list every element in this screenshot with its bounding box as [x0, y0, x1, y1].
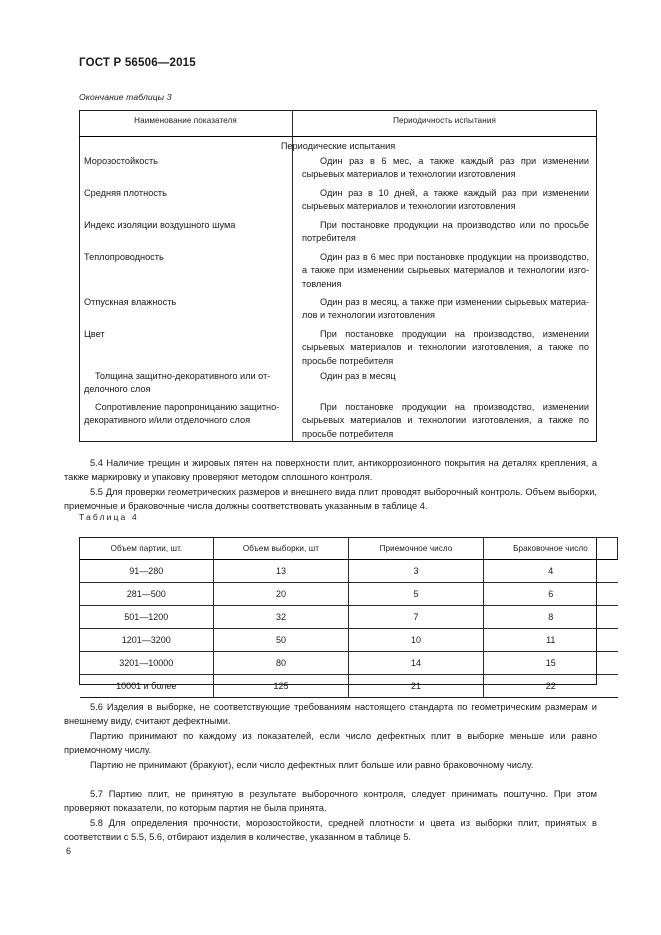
table-3-row-1-name: Средняя плотность: [84, 188, 167, 198]
table-3-header-rule: [79, 136, 597, 137]
table-3-row-7-periodicity: При постановке продукции на производство, изменении сырьевых материалов и технологии изготовления, а также по просьбе потребителя: [302, 402, 589, 439]
table-4-cell-5-0: 10001 и более: [80, 675, 214, 698]
table-4-cell-3-1: 50: [214, 629, 349, 652]
paragraph-5-6-accept: Партию принимают по каждому из показателей, если число дефектных плит в выборке меньше или равно приемочному числу.: [64, 731, 597, 756]
table-4-cell-2-1: 32: [214, 606, 349, 629]
paragraph-5-5: 5.5 Для проверки геометрических размеров и внешнего вида плит проводят выборочный контроль. Объем выборки, приемочные и браковочные числа должны соответствовать указанным в таблице 4.: [64, 487, 597, 512]
table-4-header-row: [80, 538, 618, 560]
table-4-cell-1-2: 5: [349, 583, 484, 606]
table-4-cell-4-2: 14: [349, 652, 484, 675]
table-row: [80, 606, 618, 629]
paragraph-5-4: 5.4 Наличие трещин и жировых пятен на поверхности плит, антикоррозионного покрытия на деталях крепления, а также маркировку и упаковку проверяют методом сплошного контроля.: [64, 458, 597, 483]
table-4-cell-1-1: 20: [214, 583, 349, 606]
table-4-cell-3-2: 10: [349, 629, 484, 652]
table-4-cell-1-3: 6: [484, 583, 618, 606]
table-4-cell-4-3: 15: [484, 652, 618, 675]
table-3-row-1-periodicity: Один раз в 10 дней, а также каждый раз при изменении сырьевых материалов и технологии изготовления: [302, 188, 589, 212]
paragraph-5-6-reject: Партию не принимают (бракуют), если число дефектных плит больше или равно браковочному числу.: [90, 760, 534, 770]
table-4-header-reject-number: Браковочное число: [484, 538, 618, 560]
running-head: ГОСТ Р 56506—2015: [79, 57, 196, 69]
table-3-row-5-name: Цвет: [84, 329, 105, 339]
table-3-header-name: Наименование показателя: [134, 116, 237, 125]
table-3-row-6-periodicity: Один раз в месяц: [320, 371, 396, 381]
table-row: [80, 560, 618, 583]
table-4-cell-5-2: 21: [349, 675, 484, 698]
table-3-row-0-periodicity: Один раз в 6 мес, а также каждый раз при изменении сырьевых материалов и технологии изготовления: [302, 156, 589, 180]
table-3-row-4-periodicity: Один раз в месяц, а также при изменении сырьевых материалов и технологии изготовления: [302, 297, 589, 321]
paragraph-5-7: 5.7 Партию плит, не принятую в результате выборочного контроля, следует принимать поштучно. При этом проверяют показатели, по которым партия не была принята.: [64, 789, 597, 814]
table-3-row-5-periodicity: При постановке продукции на производство, изменении сырьевых материалов и технологии изготовления, а также по просьбе потребителя: [302, 329, 589, 366]
table-3-row-0-name: Морозостойкость: [84, 156, 158, 166]
table-4-cell-1-0: 281—500: [80, 583, 214, 606]
table-3-row-2-name: Индекс изоляции воздушного шума: [84, 220, 236, 230]
table-4: [79, 537, 618, 698]
table-4-cell-2-0: 501—1200: [80, 606, 214, 629]
table-4-cell-2-3: 8: [484, 606, 618, 629]
paragraph-5-6: 5.6 Изделия в выборке, не соответствующие требованиям настоящего стандарта по геометрическим размерам и внешнему виду, считают дефектными.: [64, 702, 597, 727]
table-3-row-3-name: Теплопроводность: [84, 252, 164, 262]
table-4-cell-5-1: 125: [214, 675, 349, 698]
table-4-header-lot-size: Объем партии, шт.: [80, 538, 214, 560]
table-row: [80, 675, 618, 698]
table-4-cell-2-2: 7: [349, 606, 484, 629]
table-3-row-3-periodicity: Один раз в 6 мес при постановке продукции на производство, а также при изменении сырьевых материалов и технологии изготовления: [302, 252, 589, 289]
table-4-cell-3-3: 11: [484, 629, 618, 652]
table-row: [80, 652, 618, 675]
table-3-row-2-periodicity: При постановке продукции на производство или по просьбе потребителя: [302, 220, 589, 244]
table-row: [80, 629, 618, 652]
table-4-cell-4-1: 80: [214, 652, 349, 675]
table-row: [80, 583, 618, 606]
table-4-cell-0-2: 3: [349, 560, 484, 583]
table-4-cell-0-0: 91—280: [80, 560, 214, 583]
table-3-row-6-name: Толщина защитно-декоративного или отделочного слоя: [84, 371, 271, 395]
table-4-cell-5-3: 22: [484, 675, 618, 698]
table-4-cell-0-1: 13: [214, 560, 349, 583]
table-3-row-7-name: Сопротивление паропроницанию защитно-декоративного и/или отделочного слоя: [84, 402, 280, 426]
table-3-row-4-name: Отпускная влажность: [84, 297, 177, 307]
table-4-cell-3-0: 1201—3200: [80, 629, 214, 652]
table-4-cell-4-0: 3201—10000: [80, 652, 214, 675]
table-4-header-accept-number: Приемочное число: [349, 538, 484, 560]
table-3-caption: Окончание таблицы 3: [79, 92, 172, 102]
table-3-section-title: Периодические испытания: [280, 141, 396, 151]
table-3-header-periodicity: Периодичность испытания: [393, 116, 496, 125]
table-4-caption: Таблица 4: [79, 512, 139, 522]
paragraph-5-8: 5.8 Для определения прочности, морозостойкости, средней плотности и цвета из выборки плит, принятых в соответствии с 5.5, 5.6, отбирают изделия в количестве, указанном в таблице 5.: [64, 818, 597, 843]
page-number: 6: [66, 846, 72, 856]
table-4-cell-0-3: 4: [484, 560, 618, 583]
table-4-header-sample-size: Объем выборки, шт: [214, 538, 349, 560]
